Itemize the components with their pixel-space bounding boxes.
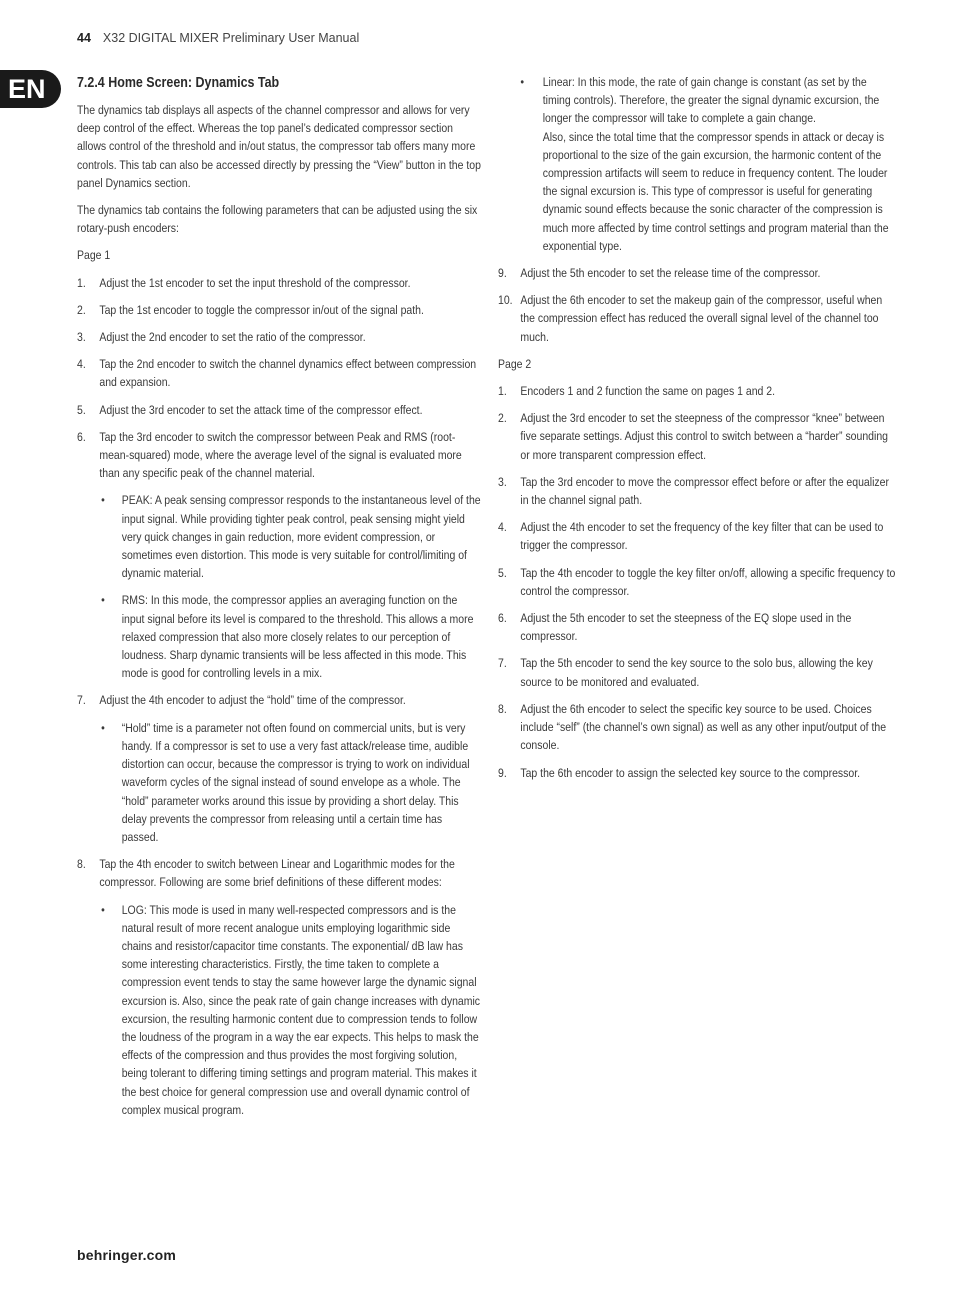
list-item: 9. Adjust the 5th encoder to set the release time of the compressor. [498, 266, 821, 281]
page-number: 44 [77, 31, 91, 45]
page-header [77, 31, 359, 45]
list-item: 7. Tap the 5th encoder to send the key source to the solo bus, allowing the key source to be monitored and evaluated. [498, 656, 873, 689]
list-item: 5. Adjust the 3rd encoder to set the attack time of the compressor effect. [77, 402, 423, 417]
list-item: 6. Adjust the 5th encoder to set the steepness of the EQ slope used in the compressor. [498, 611, 852, 644]
manual-title: X32 DIGITAL MIXER Preliminary User Manual [102, 31, 360, 45]
page-label: Page 1 [77, 248, 111, 263]
list-item: 9. Tap the 6th encoder to assign the selected key source to the compressor. [498, 765, 861, 780]
list-item: 4. Tap the 2nd encoder to switch the channel dynamics effect between compression and expansion. [77, 357, 477, 390]
list-item: 10. Adjust the 6th encoder to set the makeup gain of the compressor, useful when the compression effect has reduced the overall signal level of the channel too much. [498, 293, 883, 344]
language-tab: EN [0, 70, 61, 108]
list-item: 5. Tap the 4th encoder to toggle the key filter on/off, allowing a specific frequency to control the compressor. [498, 565, 896, 598]
list-item: 7. Adjust the 4th encoder to adjust the “hold” time of the compressor. [77, 693, 406, 708]
list-item: 4. Adjust the 4th encoder to set the frequency of the key filter that can be used to trigger the compressor. [498, 520, 884, 553]
right-column [498, 73, 898, 791]
page-label: Page 2 [498, 356, 532, 371]
list-item: 6. Tap the 3rd encoder to switch the compressor between Peak and RMS (root-mean-squared) mode, where the average level of the signal is evaluated more than any specific peak of the channel material. [77, 429, 462, 481]
intro-paragraph: The dynamics tab displays all aspects of the channel compressor and allows for very deep control of the effect. Whereas the top panel’s dedicated compressor section allows control of the threshold and in/out status, the compressor tab offers many more controls. This tab can also be accessed directly by pressing the “View” button in the top panel Dynamics section. [77, 103, 481, 190]
list-item: 3. Tap the 3rd encoder to move the compressor effect before or after the equalizer in the channel signal path. [498, 474, 889, 508]
intro-paragraph: The dynamics tab contains the following parameters that can be adjusted using the six rotary-push encoders: [77, 203, 478, 236]
list-item: 2. Tap the 1st encoder to toggle the compressor in/out of the signal path. [77, 302, 424, 317]
list-item: 2. Adjust the 3rd encoder to set the steepness of the compressor “knee” between five separate settings. Adjust this control to switch between a “harder” sounding or more transparent compression effect. [498, 411, 888, 462]
list-item: 8. Adjust the 6th encoder to select the specific key source to be used. Choices include “self” (the channel’s own signal) as well as any other input/output of the console. [498, 701, 887, 753]
bullet-item: • PEAK: A peak sensing compressor responds to the instantaneous level of the input signal. While providing tighter peak control, peak sensing might yield very quick changes in gain reduction, more evident compression, or sometimes even distortion. This mode is very suitable for control/limiting of dynamic material. [101, 493, 481, 581]
section-heading: 7.2.4 Home Screen: Dynamics Tab [77, 75, 280, 91]
behringer-logo-link[interactable]: behringer.com [77, 1247, 177, 1263]
bullet-item: • RMS: In this mode, the compressor applies an averaging function on the input signal before its level is compared to the threshold. This allows a more relaxed compression that also more closely relates to our perception of loudness. Sharp dynamic transients will be less affected in this mode. This mode is good for controlling levels in a mix. [101, 593, 474, 681]
bullet-item: • Linear: In this mode, the rate of gain change is constant (as set by the timing controls). Therefore, the greater the signal dynamic excursion, the longer the compressor will take to complete a gain change. Also, since the total time that the compressor spends in attack or decay is proportional to the size of the gain excursion, the harmonic content of the compression artifacts will seem to reduce in frequency content. The louder the signal excursion is. This type of compressor is useful for generating dynamic sound effects because the sonic character of the compression is much more affected by time control settings and program material than the exponential type. [520, 75, 889, 253]
list-item: 1. Adjust the 1st encoder to set the input threshold of the compressor. [77, 275, 411, 290]
list-item: 8. Tap the 4th encoder to switch between Linear and Logarithmic modes for the compressor. Following are some brief definitions of these different modes: [77, 857, 455, 890]
list-item: 1. Encoders 1 and 2 function the same on pages 1 and 2. [498, 384, 776, 399]
bullet-item: • “Hold” time is a parameter not often found on commercial units, but is very handy. If a compressor is set to use a very fast attack/release time, audible distortion can occur, because the compressor is trying to work on individual waveform cycles of the signal instead of sound envelope as a whole. The “hold” parameter works around this issue by providing a short delay. This delay prevents the compressor from releasing until a certain time has passed. [101, 720, 470, 844]
left-column [77, 73, 482, 1128]
list-item: 3. Adjust the 2nd encoder to set the ratio of the compressor. [77, 330, 366, 345]
bullet-item: • LOG: This mode is used in many well-respected compressors and is the natural result of more recent analogue units employing logarithmic side chains and resistor/capacitor time constants. The exponential/ dB law has some interesting characteristics. Firstly, the time taken to complete a compression event tends to stay the same however large the dynamic signal excursion is. Also, since the peak rate of gain change increases with dynamic excursion, the resulting harmonic content due to compression tends to follow the loudness of the program in a way the ear expects. This helps to mask the effects of the compression and thus provides the most forgiving solution, being tolerant to differing timing settings and program material. This makes it the best choice for general compression use and overall dynamic control of complex musical program. [101, 902, 481, 1117]
